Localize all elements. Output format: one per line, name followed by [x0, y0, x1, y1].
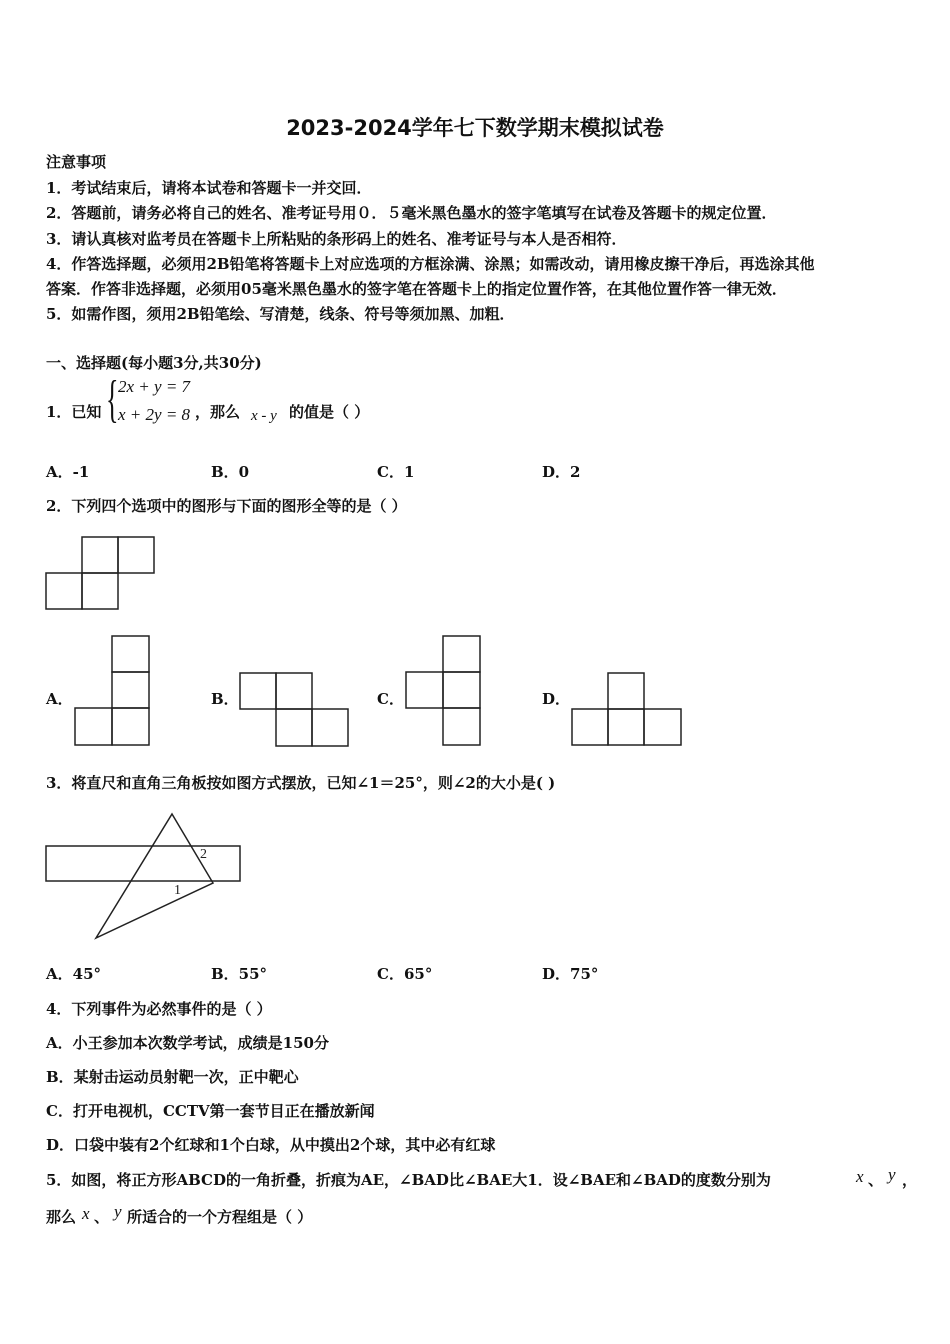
q2-text: 2．下列四个选项中的图形与下面的图形全等的是（ ） [46, 497, 407, 515]
q5-line-2-prefix: 那么 [46, 1208, 77, 1226]
q1-option-a: A．-1 [46, 463, 90, 481]
q1-option-c: C．1 [377, 463, 415, 481]
q4-option-a: A．小王参加本次数学考试，成绩是150分 [46, 1034, 329, 1052]
q5-var-y: y [888, 1165, 896, 1184]
q3-option-d: D．75° [542, 965, 599, 983]
q4-option-c: C．打开电视机，CCTV第一套节目正在播放新闻 [46, 1102, 375, 1120]
note-item: 答案．作答非选择题，必须用05毫米黑色墨水的签字笔在答题卡上的指定位置作答，在其他位置作答一律无效． [46, 280, 787, 298]
note-item: 2．答题前，请务必将自己的姓名、准考证号用０．５毫米黑色墨水的签字笔填写在试卷及答题卡的规定位置． [46, 204, 777, 222]
q1-option-b: B．0 [211, 463, 250, 481]
page-title: 2023-2024学年七下数学期末模拟试卷 [286, 116, 664, 140]
q2-option-d-figure [572, 673, 681, 745]
q2-label-d: D． [542, 690, 571, 708]
q3-option-b: B．55° [211, 965, 268, 983]
note-item: 4．作答选择题，必须用2B铅笔将答题卡上对应选项的方框涂满、涂黑；如需改动，请用橡皮擦干净后，再选涂其他 [46, 255, 815, 273]
q2-option-c-figure [406, 636, 480, 745]
brace-symbol: { [106, 371, 119, 428]
q5-var-x-2: x [82, 1204, 90, 1223]
q1-equation-2: x + 2y = 8 [118, 405, 191, 424]
ruler [46, 846, 240, 881]
q4-text: 4．下列事件为必然事件的是（ ） [46, 1000, 272, 1018]
q1-prefix: 1．已知 [46, 403, 102, 421]
notes-heading: 注意事项 [46, 153, 107, 171]
q5-var-x: x [856, 1167, 864, 1186]
q3-text: 3．将直尺和直角三角板按如图方式摆放，已知∠1＝25°，则∠2的大小是( ) [46, 774, 556, 792]
note-item: 5．如需作图，须用2B铅笔绘、写清楚，线条、符号等须加黑、加粗． [46, 305, 515, 323]
q2-option-a-figure [75, 636, 149, 745]
q3-figure [46, 814, 240, 938]
q5-var-y-2: y [114, 1202, 122, 1221]
q2-option-b-figure [240, 673, 348, 746]
q1-mid: ，那么 [195, 403, 241, 421]
q3-option-a: A．45° [46, 965, 102, 983]
q3-option-c: C．65° [377, 965, 433, 983]
q5-separator-2: 、 [94, 1208, 110, 1226]
q4-option-b: B．某射击运动员射靶一次，正中靶心 [46, 1068, 299, 1086]
q2-label-a: A． [46, 690, 73, 708]
q1-suffix: 的值是（ ） [289, 403, 370, 421]
q2-label-c: C． [377, 690, 404, 708]
q5-line-1: 5．如图，将正方形ABCD的一角折叠，折痕为AE，∠BAD比∠BAE大1．设∠BAE和∠BAD的度数分别为 [46, 1171, 771, 1189]
note-item: 1．考试结束后，请将本试卷和答题卡一并交回． [46, 179, 372, 197]
q2-label-b: B． [211, 690, 239, 708]
q1-equation-1: 2x + y = 7 [118, 377, 191, 396]
q5-separator: 、 [868, 1171, 884, 1189]
section-heading: 一、选择题(每小题3分,共30分) [46, 354, 262, 372]
q1-expression: x - y [251, 408, 277, 424]
q1-option-d: D．2 [542, 463, 581, 481]
set-square [96, 814, 213, 938]
note-item: 3．请认真核对监考员在答题卡上所粘贴的条形码上的姓名、准考证号与本人是否相符． [46, 230, 627, 248]
q4-option-d: D．口袋中装有2个红球和1个白球，从中摸出2个球，其中必有红球 [46, 1136, 496, 1154]
q2-reference-figure [46, 537, 154, 609]
q5-comma: ， [902, 1171, 918, 1189]
angle-2-label: 2 [200, 847, 207, 862]
q5-line-2-suffix: 所适合的一个方程组是（ ） [127, 1208, 313, 1226]
angle-1-label: 1 [174, 883, 181, 898]
